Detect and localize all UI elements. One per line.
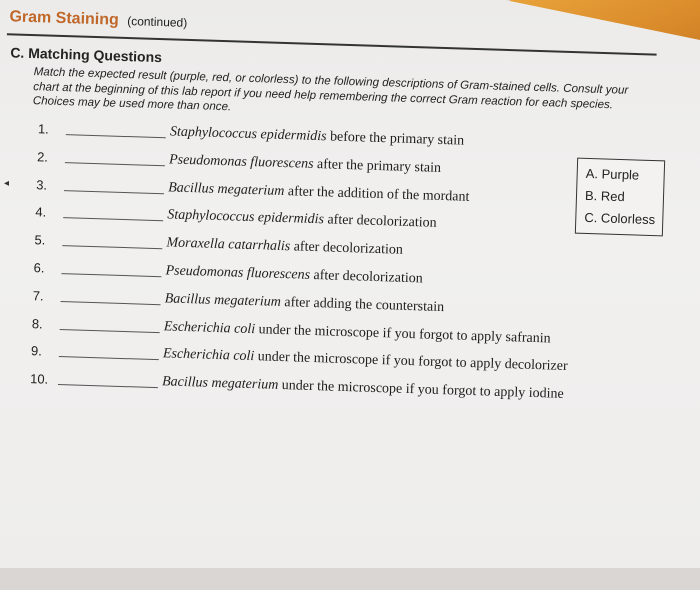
choice-purple: A. Purple bbox=[585, 165, 640, 183]
margin-mark-icon: ◂ bbox=[4, 178, 10, 189]
choice-colorless: C. Colorless bbox=[584, 209, 656, 228]
question-list bbox=[29, 121, 597, 416]
question-number: 9. bbox=[30, 343, 43, 359]
organism-name: Bacillus megaterium bbox=[161, 374, 279, 394]
question-number: 1. bbox=[37, 121, 50, 137]
condition-text: under the microscope if you forgot to apply iodine bbox=[281, 378, 564, 403]
question-number: 6. bbox=[33, 260, 45, 276]
organism-name: Pseudomonas fluorescens bbox=[168, 152, 314, 172]
condition-text: before the primary stain bbox=[329, 129, 465, 149]
question-number: 7. bbox=[32, 287, 44, 304]
section-title: C. Matching Questions bbox=[10, 44, 163, 66]
answer-blank[interactable] bbox=[61, 273, 161, 277]
organism-name: Moraxella catarrhalis bbox=[166, 235, 291, 255]
answer-blank[interactable] bbox=[62, 245, 162, 249]
question-number: 8. bbox=[31, 315, 43, 332]
condition-text: after the primary stain bbox=[316, 156, 442, 176]
answer-blank[interactable] bbox=[65, 162, 165, 166]
answer-blank[interactable] bbox=[64, 190, 164, 194]
question-number: 5. bbox=[34, 232, 46, 248]
condition-text: after adding the counterstain bbox=[284, 294, 445, 315]
answer-blank[interactable] bbox=[61, 301, 161, 305]
condition-text: under the microscope if you forgot to apply safranin bbox=[258, 321, 551, 347]
page-subtitle: (continued) bbox=[126, 14, 188, 30]
answer-blank[interactable] bbox=[58, 384, 158, 388]
question-number: 4. bbox=[35, 204, 47, 220]
organism-name: Escherichia coli bbox=[163, 318, 256, 337]
organism-name: Bacillus megaterium bbox=[164, 291, 282, 310]
question-number: 10. bbox=[29, 371, 49, 387]
answer-choices-box bbox=[575, 158, 665, 237]
question-number: 3. bbox=[35, 176, 48, 193]
condition-text: after decolorization bbox=[327, 212, 437, 232]
condition-text: under the microscope if you forgot to apply decolorizer bbox=[257, 349, 568, 375]
organism-name: Staphylococcus epidermidis bbox=[169, 124, 327, 145]
organism-name: Bacillus megaterium bbox=[167, 179, 285, 199]
answer-blank[interactable] bbox=[63, 217, 163, 221]
organism-name: Staphylococcus epidermidis bbox=[167, 207, 325, 228]
choice-red: B. Red bbox=[584, 187, 625, 205]
answer-blank[interactable] bbox=[60, 329, 160, 333]
condition-text: after the addition of the mordant bbox=[287, 183, 470, 205]
condition-text: after decolorization bbox=[313, 267, 423, 287]
condition-text: after decolorization bbox=[293, 239, 404, 258]
question-number: 2. bbox=[36, 149, 49, 165]
organism-name: Escherichia coli bbox=[162, 346, 255, 365]
page-title: Gram Staining bbox=[9, 8, 120, 29]
page-header bbox=[9, 8, 187, 32]
answer-blank[interactable] bbox=[66, 134, 166, 138]
section-instructions: Match the expected result (purple, red, or colorless) to the following descriptions of Gram-stained cells. Consult your chart at the beginning of this lab report if you need help remembering the correct Gram reaction for each species. Choices may be used more than once. bbox=[32, 65, 629, 114]
organism-name: Pseudomonas fluorescens bbox=[165, 263, 311, 283]
question-description bbox=[170, 124, 465, 149]
answer-blank[interactable] bbox=[59, 356, 159, 360]
